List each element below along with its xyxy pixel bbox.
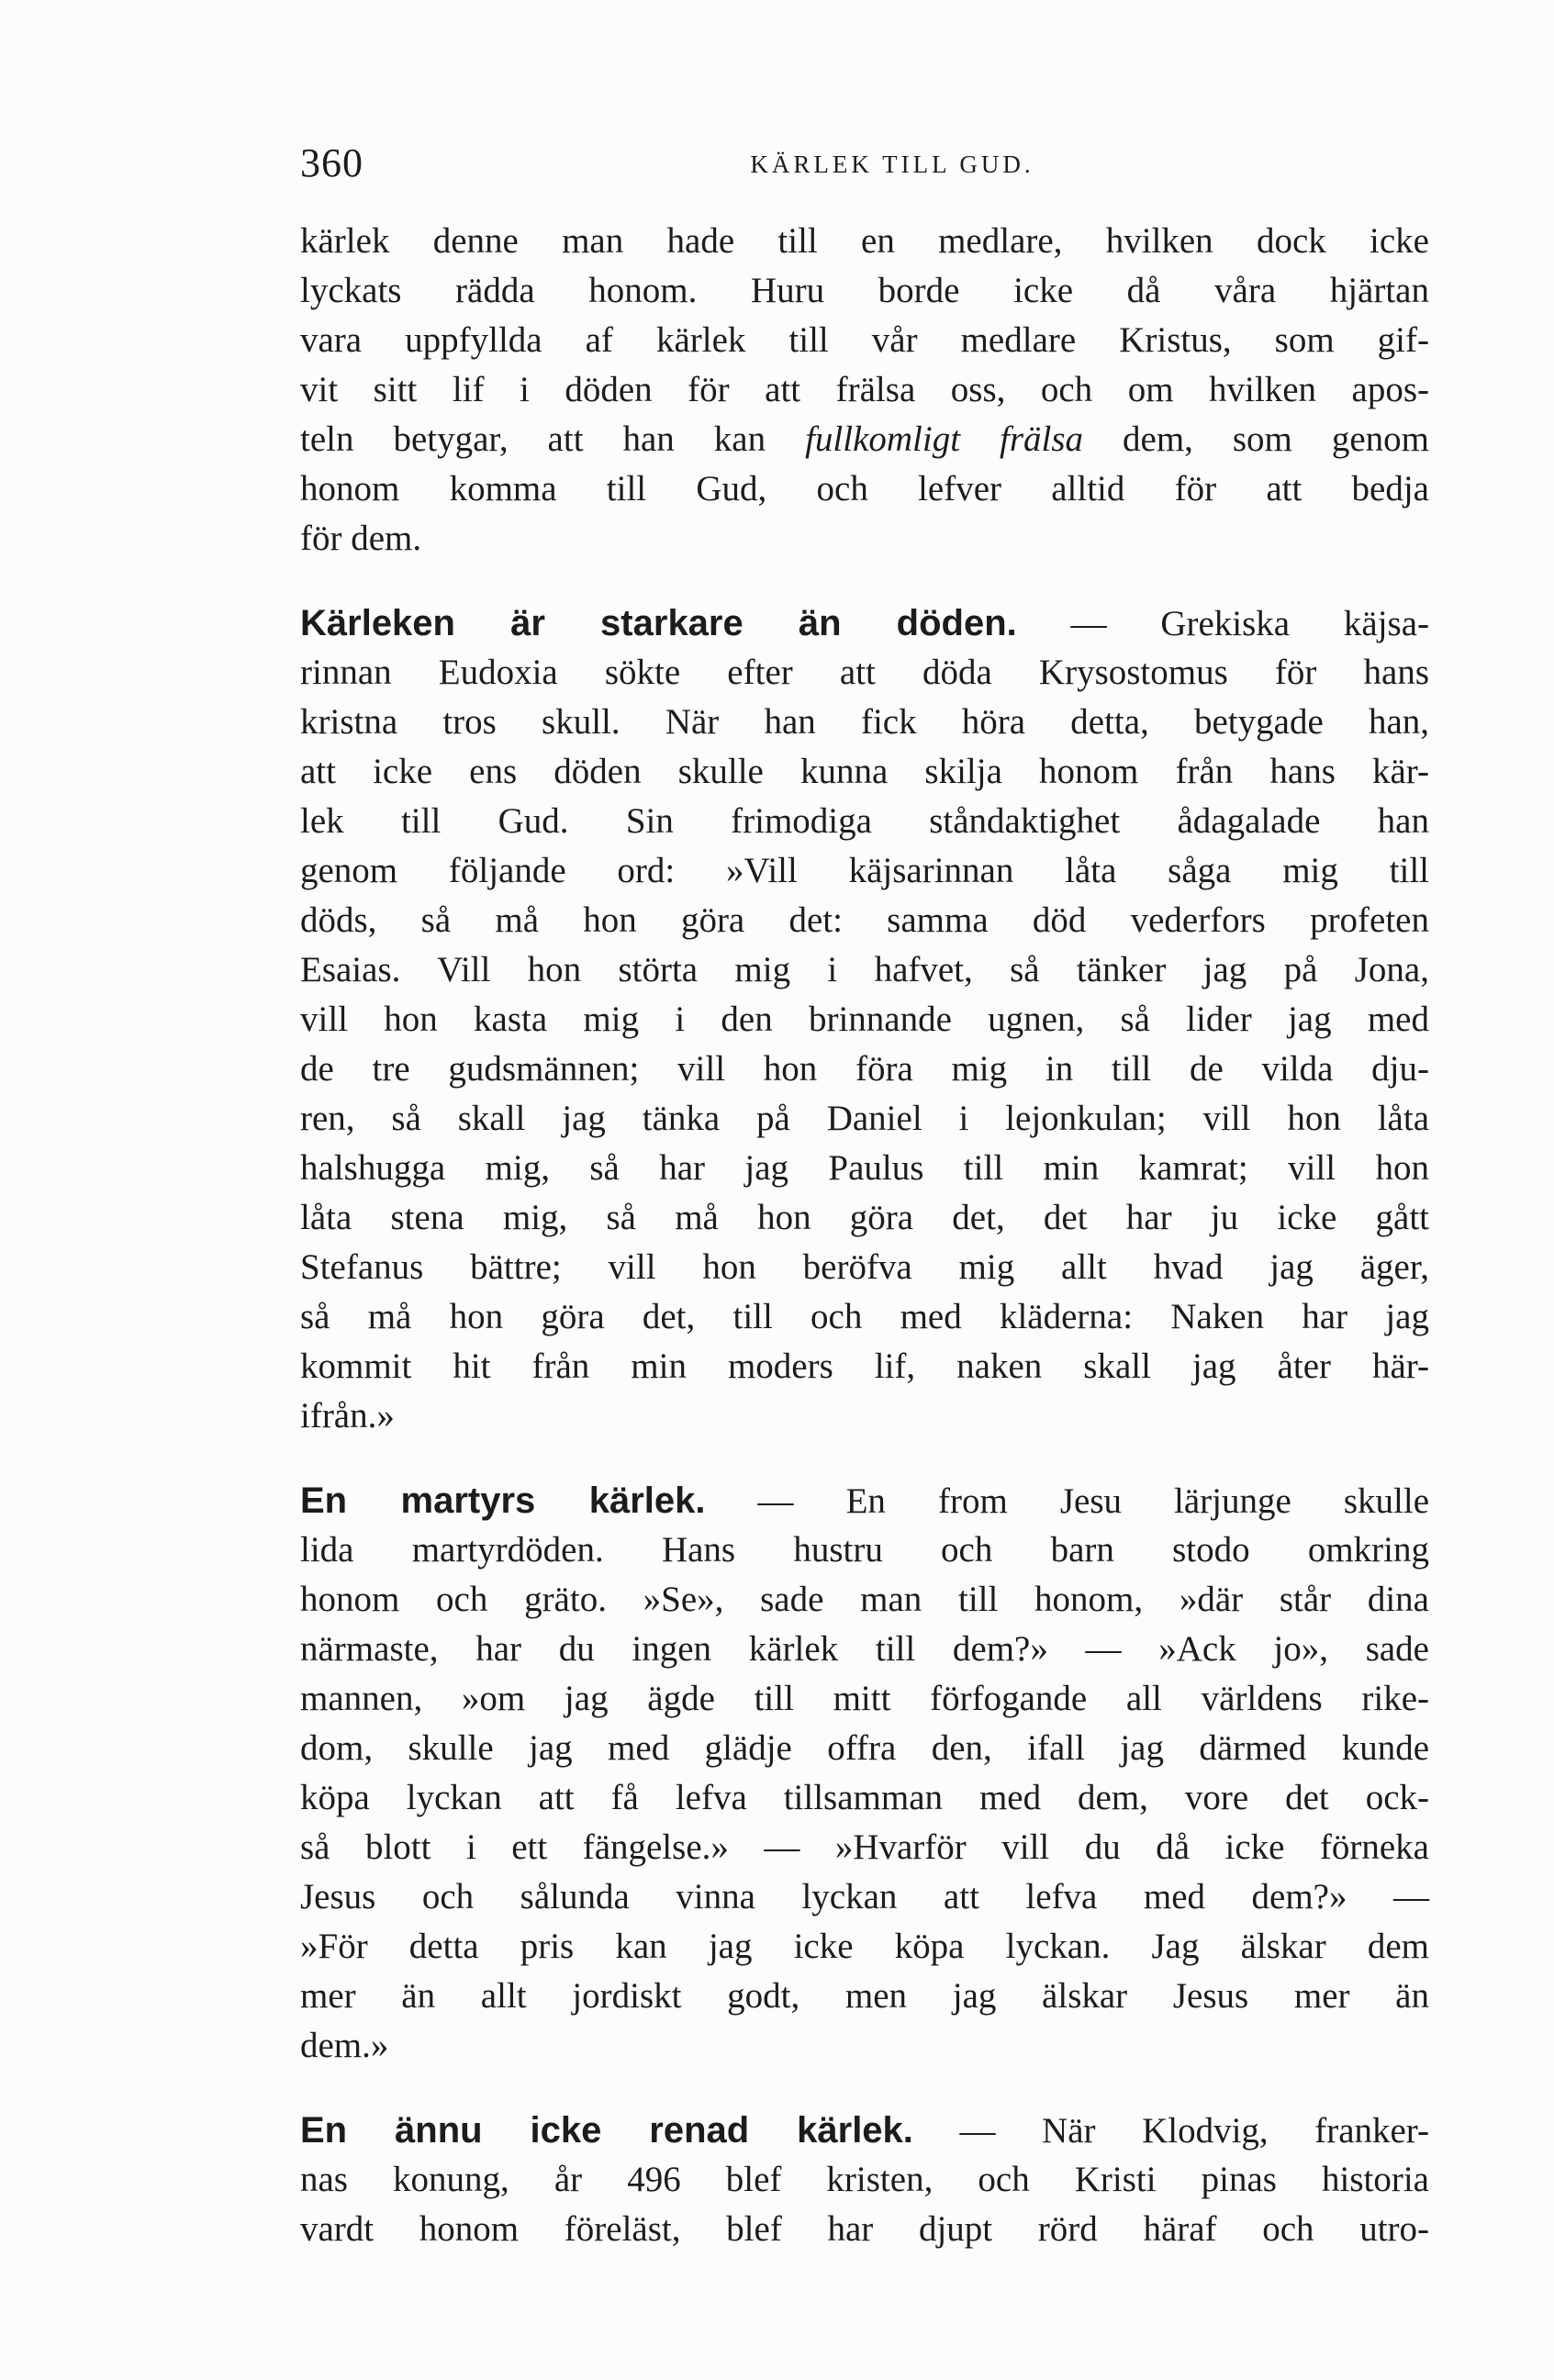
text-segment: — En from Jesu lärjunge skulle (757, 1481, 1430, 1521)
emphasized-text: fullkomligt frälsa (805, 419, 1084, 459)
text-line: lyckats rädda honom. Huru borde icke då våra hjärtan (300, 271, 1429, 310)
text-line: kommit hit från min moders lif, naken skall jag åter här- (300, 1346, 1429, 1386)
text-line: ren, så skall jag tänka på Daniel i lejonkulan; vill hon låta (300, 1099, 1429, 1138)
text-line: »För detta pris kan jag icke köpa lyckan. Jag älskar dem (300, 1927, 1429, 1966)
text-line: lida martyrdöden. Hans hustru och barn stodo omkring (300, 1530, 1429, 1570)
text-line: halshugga mig, så har jag Paulus till min kamrat; vill hon (300, 1148, 1429, 1188)
section-heading: En martyrs kärlek. (300, 1481, 706, 1521)
running-head: KÄRLEK TILL GUD. (750, 151, 1034, 178)
text-line: Jesus och sålunda vinna lyckan att lefva med dem?» — (300, 1877, 1429, 1916)
text-line: genom följande ord: »Vill käjsarinnan låta såga mig till (300, 851, 1429, 890)
text-line: närmaste, har du ingen kärlek till dem?» — »Ack jo», sade (300, 1629, 1429, 1669)
text-line: kärlek denne man hade till en medlare, hvilken dock icke (300, 221, 1429, 261)
text-line: så må hon göra det, till och med kläderna: Naken har jag (300, 1297, 1429, 1336)
section-heading: En ännu icke renad kärlek. (300, 2110, 913, 2151)
text-line: ifrån.» (300, 1396, 395, 1436)
section-first-line (300, 1476, 1429, 1525)
text-line: döds, så må hon göra det: samma död vederfors profeten (300, 900, 1429, 940)
body-text (300, 217, 1429, 2254)
text-line: de tre gudsmännen; vill hon föra mig in till de vilda dju- (300, 1049, 1429, 1089)
text-line: Stefanus bättre; vill hon beröfva mig allt hvad jag äger, (300, 1247, 1429, 1287)
text-line: vit sitt lif i döden för att frälsa oss, och om hvilken apos- (300, 370, 1429, 409)
text-line: nas konung, år 496 blef kristen, och Kristi pinas historia (300, 2160, 1429, 2199)
text-line: vill hon kasta mig i den brinnande ugnen, så lider jag med (300, 1000, 1429, 1039)
text-segment: — När Klodvig, franker- (959, 2111, 1430, 2151)
text-line: mer än allt jordiskt godt, men jag älskar Jesus mer än (300, 1976, 1429, 2016)
text-line: att icke ens döden skulle kunna skilja honom från hans kär- (300, 752, 1429, 791)
text-line: rinnan Eudoxia sökte efter att döda Krysostomus för hans (300, 653, 1429, 692)
text-line: så blott i ett fängelse.» — »Hvarför vill du då icke förneka (300, 1827, 1429, 1867)
text-line (300, 415, 1429, 464)
text-line: köpa lyckan att få lefva tillsamman med dem, vore det ock- (300, 1778, 1429, 1817)
text-segment: teln betygar, att han kan (300, 419, 766, 459)
section-heading: Kärleken är starkare än döden. (300, 603, 1017, 643)
page-header (300, 140, 1429, 195)
text-line: lek till Gud. Sin frimodiga ståndaktighet ådagalade han (300, 801, 1429, 841)
text-line: kristna tros skull. När han fick höra detta, betygade han, (300, 702, 1429, 742)
text-line: honom och gräto. »Se», sade man till honom, »där står dina (300, 1580, 1429, 1619)
page-number: 360 (300, 140, 363, 185)
text-line: honom komma till Gud, och lefver alltid för att bedja (300, 469, 1429, 508)
text-line: vara uppfyllda af kärlek till vår medlare Kristus, som gif- (300, 320, 1429, 360)
text-line: för dem. (300, 519, 422, 558)
text-line: vardt honom föreläst, blef har djupt rörd häraf och utro- (300, 2209, 1429, 2249)
text-segment: — Grekiska käjsa- (1070, 604, 1430, 643)
text-line: dom, skulle jag med glädje offra den, ifall jag därmed kunde (300, 1728, 1429, 1768)
text-line: mannen, »om jag ägde till mitt förfogande all världens rike- (300, 1679, 1429, 1718)
section-first-line (300, 598, 1429, 648)
text-line: låta stena mig, så må hon göra det, det har ju icke gått (300, 1198, 1429, 1237)
section-first-line (300, 2106, 1429, 2155)
text-line: Esaias. Vill hon störta mig i hafvet, så tänker jag på Jona, (300, 950, 1429, 989)
text-segment: dem, som genom (1123, 419, 1430, 459)
text-line: dem.» (300, 2026, 389, 2065)
